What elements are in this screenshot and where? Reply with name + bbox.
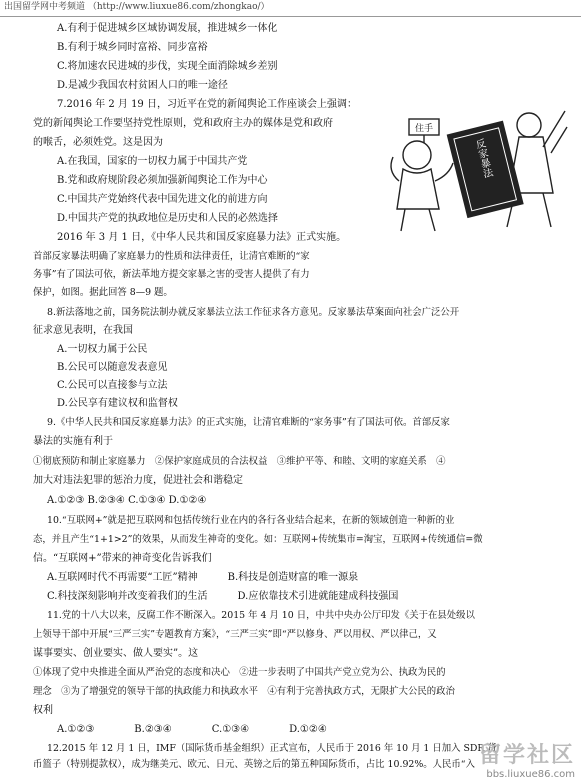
- text-line: D.公民享有建议权和监督权: [57, 398, 178, 409]
- text-line: 态，并且产生“1+1>2”的效果，从而发生神奇的变化。如：互联网+传统集市=淘宝，互联网+传统通信=微: [33, 534, 483, 545]
- text-line: C.公民可以直接参与立法: [57, 380, 168, 391]
- text-line: 币篮子（特别提款权），成为继美元、欧元、日元、英镑之后的第五种国际货币，占比 10.92%。人民币“入: [33, 759, 475, 770]
- text-line: 8.新法落地之前，国务院法制办就反家暴法立法工作征求各方意见。反家暴法草案面向社会广泛公开: [47, 307, 460, 318]
- text-line: A.有利于促进城乡区域协调发展，推进城乡一体化: [57, 23, 278, 34]
- text-line: C.科技深刻影响并改变着我们的生活 D.应依靠技术引进就能建成科技强国: [47, 591, 399, 602]
- text-line: 暴法的实施有利于: [33, 436, 113, 447]
- text-line: 2016 年 3 月 1 日，《中华人民共和国反家庭暴力法》正式实施。: [57, 232, 347, 243]
- text-line: 党的新闻舆论工作要坚持党性原则，党和政府主办的媒体是党和政府: [33, 118, 333, 129]
- text-line: 权利: [33, 705, 53, 716]
- victim-arm: [391, 157, 399, 181]
- text-line: 的喉舌，必须姓党。这是因为: [33, 137, 163, 148]
- victim-head: [403, 141, 431, 169]
- text-line: B.公民可以随意发表意见: [57, 362, 168, 373]
- watermark-title: 留学社区: [478, 743, 575, 768]
- watermark-url: bbs.liuxue86.com: [486, 769, 575, 780]
- raised-stick: [543, 111, 567, 153]
- text-line: C.中国共产党始终代表中国先进文化的前进方向: [57, 194, 268, 205]
- text-line: ①体现了党中央推进全面从严治党的态度和决心 ②进一步表明了中国共产党立党为公、执政为民的: [33, 667, 446, 678]
- text-line: 理念 ③为了增强党的领导干部的执政能力和执政水平 ④有利于完善执政方式，无限扩大公民的政治: [33, 686, 455, 697]
- text-line: 11.党的十八大以来，反腐工作不断深入。2015 年 4 月 10 日，中共中央办公厅印发《关于在县处级以: [47, 610, 475, 621]
- text-line: 上领导干部中开展“三严三实”专题教育方案》，“三严三实”即“严以修身、严以用权、严以律己，又: [33, 629, 437, 640]
- text-line: 加大对违法犯罪的惩治力度，促进社会和谐稳定: [33, 475, 243, 486]
- text-line: A.在我国，国家的一切权力属于中国共产党: [57, 156, 248, 167]
- text-line: 征求意见表明，在我国: [33, 325, 133, 336]
- answer-options: A.①②③ B.②③④ C.①③④ D.①②④: [57, 724, 327, 735]
- text-line: A.一切权力属于公民: [57, 344, 148, 355]
- book-title: 反家暴法: [472, 137, 493, 180]
- text-line: 谋事要实、创业要实、做人要实”。这: [33, 648, 199, 659]
- page-header: [0, 0, 581, 17]
- text-line: 9.《中华人民共和国反家庭暴力法》的正式实施，让清官难断的“家务事”有了国法可依。首部反家: [47, 417, 450, 428]
- text-line: 7.2016 年 2 月 19 日，习近平在党的新闻舆论工作座谈会上强调：: [57, 99, 357, 110]
- text-line: B.有利于城乡同时富裕、同步富裕: [57, 42, 208, 53]
- text-line: D.中国共产党的执政地位是历史和人民的必然选择: [57, 213, 278, 224]
- abuser-head: [517, 113, 541, 137]
- text-line: ①彻底预防和制止家庭暴力 ②保护家庭成员的合法权益 ③维护平等、和睦、文明的家庭关系 ④: [33, 456, 446, 467]
- anti-domestic-violence-cartoon: [383, 97, 569, 237]
- text-line: 12.2015 年 12 月 1 日，IMF（国际货币基金组织）正式宣布，人民币于 2016 年 10 月 1 日加入 SDR 货: [47, 743, 497, 754]
- header-text: 出国留学网中考频道 （http://www.liuxue86.com/zhongkao/）: [4, 2, 270, 12]
- text-line: D.是减少我国农村贫困人口的唯一途径: [57, 80, 228, 91]
- sign-text: 住手: [414, 124, 434, 134]
- text-line: C.将加速农民进城的步伐，实现全面消除城乡差别: [57, 61, 278, 72]
- text-line: A.互联网时代不再需要“工匠”精神 B.科技是创造财富的唯一源泉: [47, 572, 359, 583]
- text-line: 10.“互联网+”就是把互联网和包括传统行业在内的各行各业结合起来，在新的领域创造一种新的业: [47, 515, 455, 526]
- victim-body: [397, 169, 439, 209]
- text-line: 首部反家暴法明确了家庭暴力的性质和法律责任，让清官难断的“家: [33, 251, 310, 262]
- watermark: [479, 738, 575, 780]
- text-line: 务事”有了国法可依，新法革地方提交家暴之害的受害人提供了有力: [33, 269, 310, 280]
- text-line: 保护，如图。据此回答 8—9 题。: [33, 287, 173, 298]
- text-line: B.党和政府规阶段必须加强新闻舆论工作为中心: [57, 175, 268, 186]
- answer-options: A.①②③ B.②③④ C.①③④ D.①②④: [47, 495, 207, 506]
- text-line: 信。“互联网+”带来的神奇变化告诉我们: [33, 553, 212, 564]
